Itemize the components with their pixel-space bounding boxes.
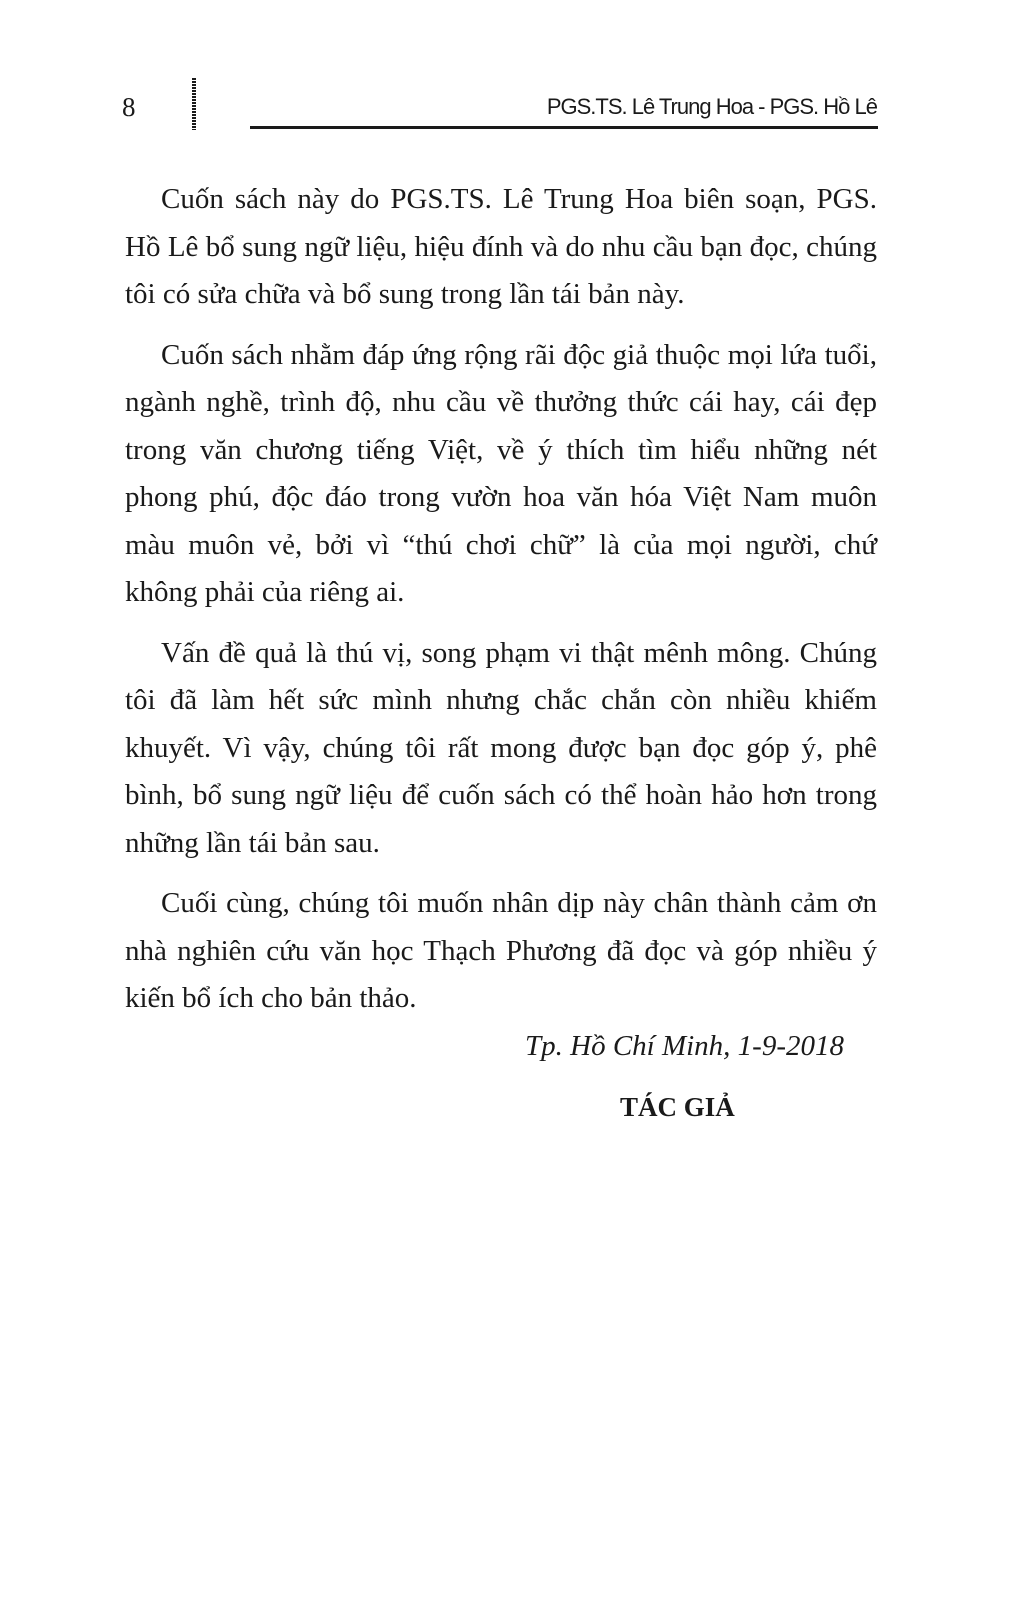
header-divider-bar [192,78,196,130]
paragraph: Vấn đề quả là thú vị, song phạm vi thật mênh mông. Chúng tôi đã làm hết sức mình nhưng chắc chắn còn nhiều khiếm khuyết. Vì vậy, chúng tôi rất mong được bạn đọc góp ý, phê bình, bổ sung ngữ liệu để cuốn sách có thể hoàn hảo hơn trong những lần tái bản sau. [125,636,877,859]
header-rule [250,126,878,129]
signature-author: TÁC GIẢ [620,1092,735,1122]
signature-place-date: Tp. Hồ Chí Minh, 1-9-2018 [525,1030,844,1062]
running-head: PGS.TS. Lê Trung Hoa - PGS. Hồ Lê [546,94,877,119]
page-header [0,0,1024,140]
page-number: 8 [122,92,136,122]
paragraph: Cuối cùng, chúng tôi muốn nhân dịp này chân thành cảm ơn nhà nghiên cứu văn học Thạch Phương đã đọc và góp nhiều ý kiến bổ ích cho bản thảo. [125,887,877,1014]
paragraph: Cuốn sách nhằm đáp ứng rộng rãi độc giả thuộc mọi lứa tuổi, ngành nghề, trình độ, nhu cầu về thưởng thức cái hay, cái đẹp trong văn chương tiếng Việt, về ý thích tìm hiểu những nét phong phú, độc đáo trong vườn hoa văn hóa Việt Nam muôn màu muôn vẻ, bởi vì “thú chơi chữ” là của mọi người, chứ không phải của riêng ai. [125,338,877,608]
paragraph: Cuốn sách này do PGS.TS. Lê Trung Hoa biên soạn, PGS. Hồ Lê bổ sung ngữ liệu, hiệu đính và do nhu cầu bạn đọc, chúng tôi có sửa chữa và bổ sung trong lần tái bản này. [125,183,877,310]
body-text [125,176,877,1036]
